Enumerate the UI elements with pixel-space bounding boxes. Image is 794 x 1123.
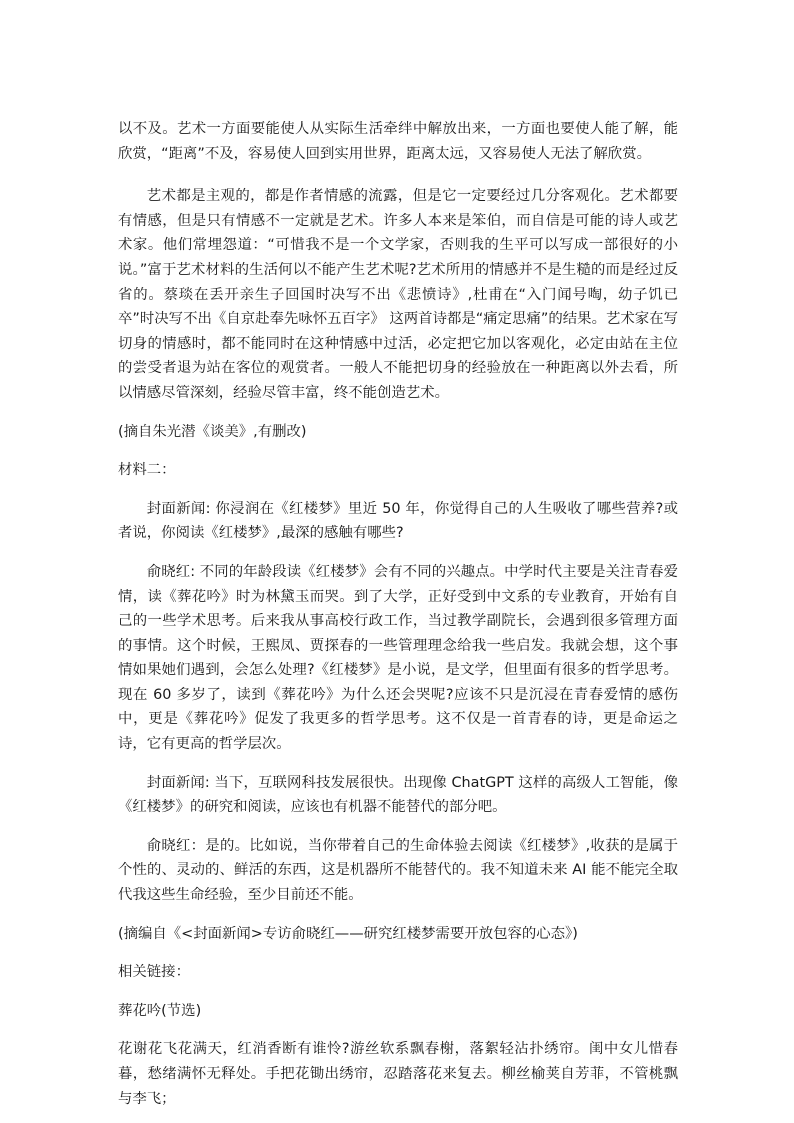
- source-citation-2: (摘编自《<封面新闻>专访俞晓红——研究红楼梦需要开放包容的心态》): [118, 925, 578, 942]
- material-two-label: 材料二：: [118, 462, 176, 479]
- source-citation-1: (摘自朱光潜《谈美》,有删改): [118, 423, 307, 440]
- interview-question-1: 封面新闻: 你浸润在《红楼梦》里近 50 年，你觉得自己的人生吸收了哪些营养?或者说，你阅读《红楼梦》,最深的感触有哪些?: [118, 500, 678, 542]
- related-link-label: 相关链接：: [118, 964, 190, 981]
- paragraph-continuation: 以不及。艺术一方面要能使人从实际生活牵绊中解放出来，一方面也要使人能了解，能欣赏，“距离”不及，容易使人回到实用世界，距离太远，又容易使人无法了解欣赏。: [118, 121, 678, 162]
- poem-title: 葬花吟(节选): [118, 1002, 202, 1019]
- interview-answer-2: 俞晓红：是的。比如说，当你带着自己的生命体验去阅读《红楼梦》,收获的是属于个性的、灵动的、鲜活的东西，这是机器所不能替代的。我不知道未来 AI 能不能完全取代我这些生命经验，至少目前还不能。: [118, 837, 678, 904]
- interview-answer-1: 俞晓红: 不同的年龄段读《红楼梦》会有不同的兴趣点。中学时代主要是关注青春爱情，读《葬花吟》时为林黛玉而哭。到了大学，正好受到中文系的专业教育，开始有自己的一些学术思考。后来我从事高校行政工作，当过教学副院长，会遇到很多管理方面的事情。这个时候，王熙凤、贾探春的一些管理理念给我一些启发。我就会想，这个事情如果她们遇到，会怎么处理?《红楼梦》是小说，是文学，但里面有很多的哲学思考。现在 60 多岁了，读到《葬花吟》为什么还会哭呢?应该不只是沉浸在青春爱情的感伤中，更是《葬花吟》促发了我更多的哲学思考。这不仅是一首青春的诗，更是命运之诗，它有更高的哲学层次。: [118, 563, 678, 753]
- poem-text: 花谢花飞花满天，红消香断有谁怜?游丝软系飘春榭，落絮轻沾扑绣帘。闺中女儿惜春暮，愁绪满怀无释处。手把花锄出绣帘，忍踏落花来复去。柳丝榆荚自芳菲，不管桃飘与李飞；: [118, 1041, 678, 1107]
- paragraph-art-subjective: 艺术都是主观的，都是作者情感的流露，但是它一定要经过几分客观化。艺术都要有情感，但是只有情感不一定就是艺术。许多人本来是笨伯，而自信是可能的诗人或艺术家。他们常埋怨道：“可惜我不是一个文学家，否则我的生平可以写成一部很好的小说。”富于艺术材料的生活何以不能产生艺术呢?艺术所用的情感并不是生糙的而是经过反省的。蔡琰在丢开亲生子回国时决写不出《悲愤诗》,杜甫在“入门闻号啕，幼子饥已卒”时决写不出《自京赴奉先咏怀五百字》 这两首诗都是“痛定思痛”的结果。艺术家在写切身的情感时，都不能同时在这种情感中过活，必定把它加以客观化，必定由站在主位的尝受者退为站在客位的观赏者。一般人不能把切身的经验放在一种距离以外去看，所以情感尽管深刻，经验尽管丰富，终不能创造艺术。: [118, 188, 678, 401]
- interview-question-2: 封面新闻: 当下，互联网科技发展很快。出现像 ChatGPT 这样的高级人工智能，像《红楼梦》的研究和阅读，应该也有机器不能替代的部分吧。: [118, 774, 678, 816]
- document-page: [118, 117, 678, 1111]
